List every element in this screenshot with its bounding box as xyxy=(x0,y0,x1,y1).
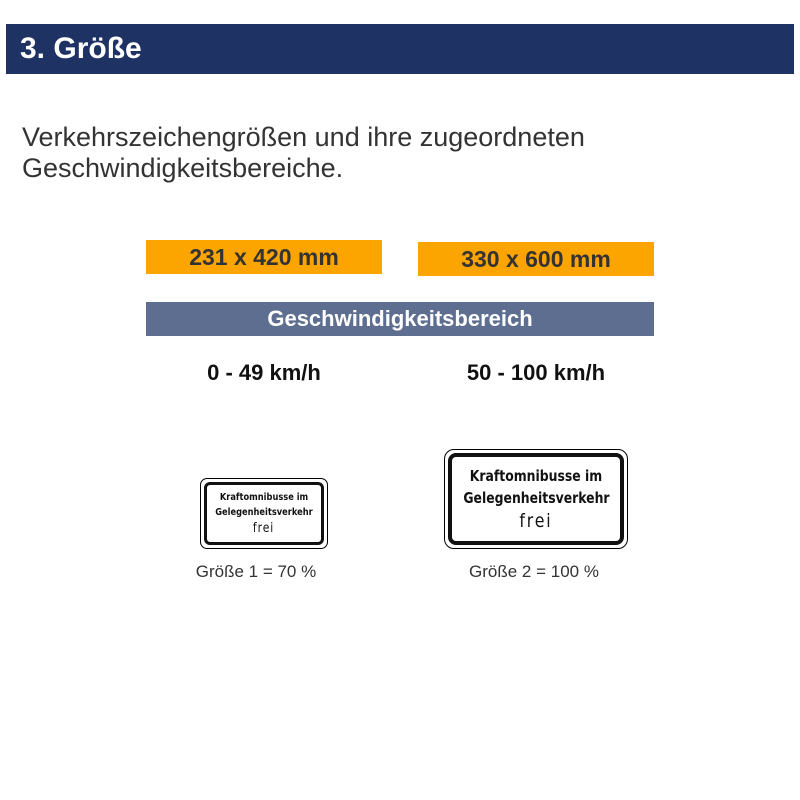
intro-text xyxy=(22,122,742,184)
size-caption-small: Größe 1 = 70 % xyxy=(195,562,317,581)
sign-large-line-2: Gelegenheitsverkehr xyxy=(462,489,610,507)
sign-small-line-1: Kraftomnibusse im xyxy=(219,492,309,503)
speed-range-small: 0 - 49 km/h xyxy=(207,360,321,385)
speed-range-large: 50 - 100 km/h xyxy=(466,360,606,385)
section-title: 3. Größe xyxy=(20,32,142,65)
sign-large-line-3: frei xyxy=(519,510,553,532)
traffic-sign-large-panel xyxy=(448,453,624,545)
intro-line-2: Geschwindigkeitsbereiche. xyxy=(22,153,344,183)
speed-range-band: Geschwindigkeitsbereich xyxy=(146,302,654,336)
size-caption-large: Größe 2 = 100 % xyxy=(469,562,599,581)
sign-small-line-3: frei xyxy=(253,521,275,536)
size-badge-large: 330 x 600 mm xyxy=(418,242,654,276)
sign-large-line-1: Kraftomnibusse im xyxy=(469,467,603,485)
sign-small-line-2: Gelegenheitsverkehr xyxy=(215,507,313,518)
section-header xyxy=(6,24,794,74)
traffic-sign-small-panel xyxy=(204,482,324,545)
traffic-sign-small xyxy=(200,478,328,549)
size-badge-small: 231 x 420 mm xyxy=(146,240,382,274)
traffic-sign-large xyxy=(444,449,628,549)
intro-line-1: Verkehrszeichengrößen und ihre zugeordneten xyxy=(22,122,585,152)
